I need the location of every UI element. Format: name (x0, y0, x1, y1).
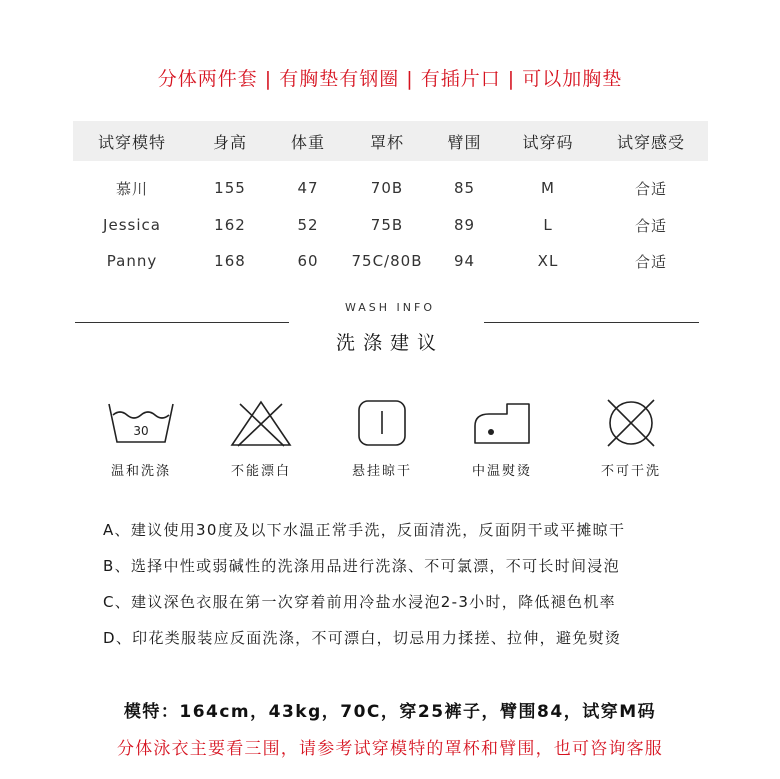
wash-section-title: 洗涤建议 (335, 332, 444, 354)
medium-iron-icon (467, 398, 537, 448)
header-weight: 体重 (269, 121, 347, 161)
wash-info-subtitle: WASH INFO (344, 301, 435, 314)
header-fit: 试穿感受 (594, 121, 708, 161)
size-table (73, 121, 708, 279)
header-arm: 臂围 (427, 121, 502, 161)
care-label-line-dry: 悬挂晾干 (351, 464, 412, 479)
model-measurements: 模特：164cm，43kg，70C，穿25裤子，臂围84，试穿M码 (123, 702, 657, 722)
divider-left (75, 322, 289, 323)
product-features-banner: 分体两件套 | 有胸垫有钢圈 | 有插片口 | 可以加胸垫 (157, 68, 623, 90)
care-item-no-bleach (206, 398, 316, 479)
care-item-gentle-wash (86, 398, 196, 479)
cell-weight: 52 (297, 216, 319, 234)
cell-weight: 60 (297, 252, 319, 270)
care-item-medium-iron (447, 398, 557, 479)
table-row (73, 207, 708, 243)
size-table-header (73, 121, 708, 161)
table-row (73, 243, 708, 279)
care-notes (103, 518, 703, 662)
care-item-no-dry-clean (576, 398, 686, 479)
table-row (73, 161, 708, 207)
cell-cup: 70B (370, 179, 404, 197)
cell-size: L (543, 216, 553, 234)
header-cup: 罩杯 (347, 121, 427, 161)
cell-cup: 75B (370, 216, 404, 234)
cell-weight: 47 (297, 179, 319, 197)
line-dry-icon (347, 398, 417, 448)
care-note-c: C、建议深色衣服在第一次穿着前用冷盐水浸泡2-3小时，降低褪色机率 (103, 593, 616, 611)
care-item-line-dry (327, 398, 437, 479)
header-model: 试穿模特 (73, 121, 191, 161)
header-size: 试穿码 (502, 121, 594, 161)
cell-height: 168 (214, 252, 246, 270)
care-note-a: A、建议使用30度及以下水温正常手洗，反面清洗，反面阴干或平摊晾干 (103, 521, 626, 539)
care-label-gentle-wash: 温和洗涤 (110, 464, 171, 479)
cell-model: Jessica (103, 216, 161, 234)
care-label-medium-iron: 中温熨烫 (471, 464, 532, 479)
cell-size: M (541, 179, 555, 197)
no-dry-clean-icon (596, 398, 666, 448)
cell-fit: 合适 (634, 216, 667, 235)
sizing-advice: 分体泳衣主要看三围，请参考试穿模特的罩杯和臂围，也可咨询客服 (117, 739, 663, 759)
divider-right (484, 322, 699, 323)
cell-model: 慕川 (115, 179, 148, 198)
cell-cup: 75C/80B (351, 252, 423, 270)
cell-model: Panny (106, 252, 158, 270)
gentle-wash-30-icon (106, 398, 176, 448)
cell-height: 155 (214, 179, 246, 197)
cell-arm: 89 (453, 216, 476, 234)
care-note-b: B、选择中性或弱碱性的洗涤用品进行洗涤、不可氯漂，不可长时间浸泡 (103, 557, 620, 575)
wash-temp-label: 30 (133, 424, 149, 438)
cell-height: 162 (214, 216, 246, 234)
cell-size: XL (537, 252, 559, 270)
header-height: 身高 (191, 121, 269, 161)
care-label-no-bleach: 不能漂白 (230, 464, 291, 479)
cell-arm: 94 (453, 252, 476, 270)
no-bleach-icon (226, 398, 296, 448)
cell-fit: 合适 (634, 252, 667, 271)
care-note-d: D、印花类服装应反面洗涤，不可漂白，切忌用力揉搓、拉伸，避免熨烫 (103, 629, 622, 647)
cell-fit: 合适 (634, 179, 667, 198)
care-label-no-dry-clean: 不可干洗 (600, 464, 661, 479)
cell-arm: 85 (453, 179, 476, 197)
